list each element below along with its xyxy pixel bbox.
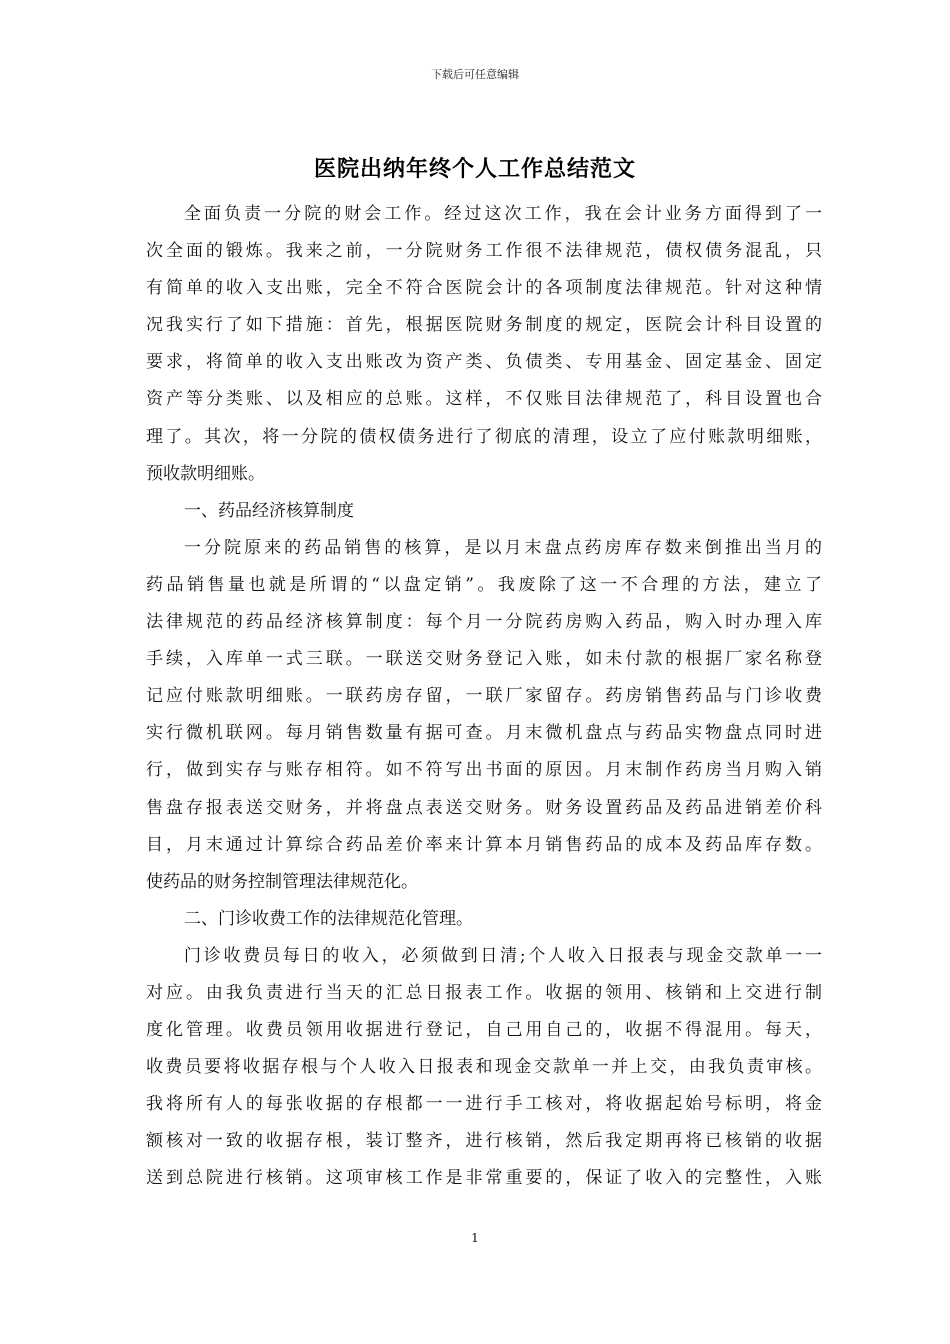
- paragraph-line: 二、门诊收费工作的法律规范化管理。: [184, 908, 473, 929]
- paragraph-line: 全面负责一分院的财会工作。经过这次工作，我在会计业务方面得到了一: [184, 204, 822, 224]
- paragraph-line: 行，做到实存与账存相符。如不符写出书面的原因。月末制作药房当月购入销: [146, 760, 822, 781]
- paragraph-line: 额核对一致的收据存根，装订整齐，进行核销，然后我定期再将已核销的收据: [146, 1131, 822, 1152]
- paragraph-line: 度化管理。收费员领用收据进行登记，自己用自己的，收据不得混用。每天，: [146, 1020, 822, 1041]
- paragraph-line: 法律规范的药品经济核算制度：每个月一分院药房购入药品，购入时办理入库: [146, 612, 822, 633]
- paragraph-line: 况我实行了如下措施：首先，根据医院财务制度的规定，医院会计科目设置的: [146, 315, 822, 336]
- paragraph-line: 使药品的财务控制管理法律规范化。: [146, 871, 418, 892]
- paragraph-line: 收费员要将收据存根与个人收入日报表和现金交款单一并上交，由我负责审核。: [146, 1057, 822, 1078]
- paragraph-line: 有简单的收入支出账，完全不符合医院会计的各项制度法律规范。针对这种情: [146, 278, 822, 299]
- paragraph-line: 药品销售量也就是所谓的“以盘定销”。我废除了这一不合理的方法，建立了: [146, 574, 822, 595]
- paragraph-line: 送到总院进行核销。这项审核工作是非常重要的，保证了收入的完整性，入账: [146, 1168, 822, 1189]
- paragraph-line: 预收款明细账。: [146, 463, 265, 484]
- paragraph-line: 门诊收费员每日的收入，必须做到日清;个人收入日报表与现金交款单一一: [184, 945, 822, 966]
- page-number: 1: [471, 1231, 479, 1245]
- paragraph-line: 我将所有人的每张收据的存根都一一进行手工核对，将收据起始号标明，将金: [146, 1094, 822, 1115]
- paragraph-line: 目，月末通过计算综合药品差价率来计算本月销售药品的成本及药品库存数。: [146, 834, 822, 855]
- header-note: 下载后可任意编辑: [431, 68, 519, 81]
- paragraph-line: 一、药品经济核算制度: [184, 500, 354, 521]
- paragraph-line: 次全面的锻炼。我来之前，一分院财务工作很不法律规范，债权债务混乱，只: [146, 241, 822, 262]
- paragraph-line: 记应付账款明细账。一联药房存留，一联厂家留存。药房销售药品与门诊收费: [146, 686, 822, 707]
- paragraph-line: 售盘存报表送交财务，并将盘点表送交财务。财务设置药品及药品进销差价科: [146, 797, 822, 818]
- paragraph-line: 一分院原来的药品销售的核算，是以月末盘点药房库存数来倒推出当月的: [184, 537, 822, 558]
- document-body: [146, 196, 822, 1198]
- paragraph-line: 资产等分类账、以及相应的总账。这样，不仅账目法律规范了，科目设置也合: [146, 389, 822, 410]
- paragraph-line: 手续，入库单一式三联。一联送交财务登记入账，如未付款的根据厂家名称登: [146, 649, 822, 670]
- paragraph-line: 对应。由我负责进行当天的汇总日报表工作。收据的领用、核销和上交进行制: [146, 982, 822, 1003]
- document-title: 医院出纳年终个人工作总结范文: [313, 156, 636, 182]
- paragraph-line: 实行微机联网。每月销售数量有据可查。月末微机盘点与药品实物盘点同时进: [146, 723, 822, 744]
- paragraph-line: 理了。其次，将一分院的债权债务进行了彻底的清理，设立了应付账款明细账，: [146, 426, 822, 447]
- paragraph-line: 要求，将简单的收入支出账改为资产类、负债类、专用基金、固定基金、固定: [146, 352, 822, 373]
